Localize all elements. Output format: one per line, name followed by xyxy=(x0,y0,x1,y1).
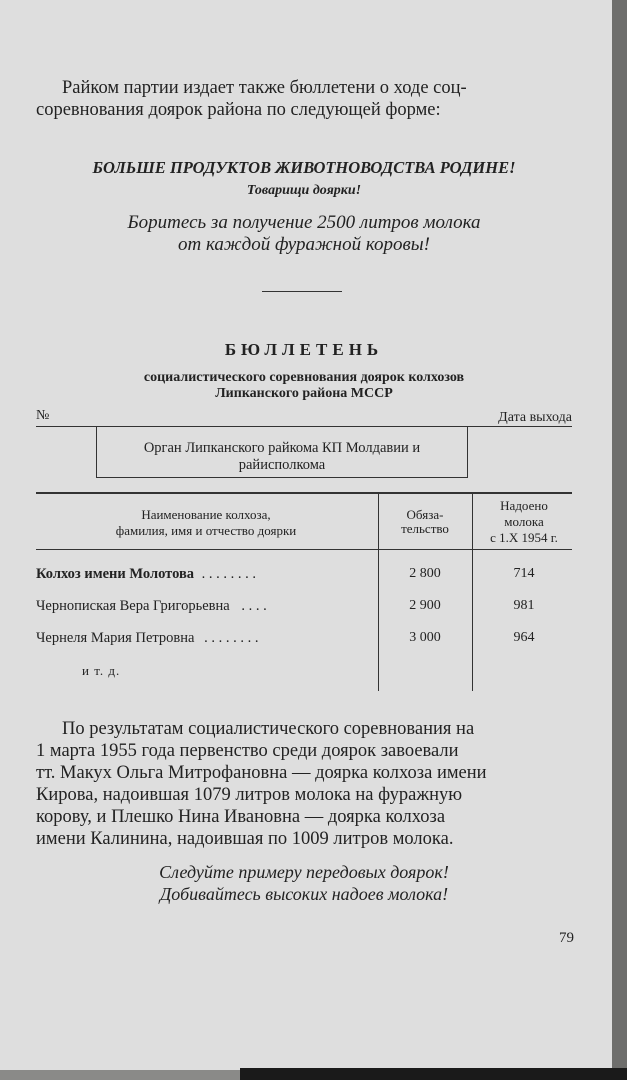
slogan-address: Товарищи доярки! xyxy=(246,183,362,198)
table-row xyxy=(36,566,376,583)
table-etc: и т. д. xyxy=(82,663,121,678)
bulletin-date-label: Дата выхода xyxy=(498,410,572,425)
table-header-rule xyxy=(36,549,572,550)
results-line-6: имени Калинина, надоившая по 1009 литров молока. xyxy=(36,829,454,849)
row-yield: 981 xyxy=(513,598,535,613)
page-bottom-shadow xyxy=(240,1068,627,1080)
header-yield-line-2: молока xyxy=(504,514,544,529)
intro-line-2: соревнования доярок района по следующей форме: xyxy=(36,100,441,120)
organ-line-1: Орган Липканского райкома КП Молдавии и xyxy=(143,440,421,456)
header-name-line-2: фамилия, имя и отчество доярки xyxy=(115,523,297,538)
row-dots: . . . . . . . . xyxy=(201,566,257,582)
header-yield-line-1: Надоено xyxy=(500,498,548,513)
closing-line-2: Добивайтесь высоких надоев молока! xyxy=(159,884,449,904)
table-row xyxy=(36,598,376,615)
slogan-call-line-2: от каждой фуражной коровы! xyxy=(178,234,430,255)
row-dots: . . . . xyxy=(241,598,267,614)
row-name: Чернеля Мария Петровна xyxy=(36,630,195,646)
box-bottom-rule xyxy=(96,477,468,478)
bulletin-subtitle-line-1: социалистического соревнования доярок колхозов xyxy=(143,370,465,385)
row-name: Колхоз имени Молотова xyxy=(36,566,195,582)
row-dots: . . . . . . . . xyxy=(204,630,259,646)
table-col-divider-1 xyxy=(378,493,379,691)
results-line-4: Кирова, надоившая 1079 литров молока на фуражную xyxy=(36,785,463,805)
row-obligation: 3 000 xyxy=(409,630,441,645)
row-yield: 714 xyxy=(513,566,535,581)
results-line-1: По результатам социалистического соревнования на xyxy=(62,719,475,739)
header-name-line-1: Наименование колхоза, xyxy=(141,507,271,522)
table-top-rule xyxy=(36,492,572,494)
bulletin-title: БЮЛЛЕТЕНЬ xyxy=(224,340,384,359)
results-line-2: 1 марта 1955 года первенство среди доярок завоевали xyxy=(36,741,459,761)
box-top-rule xyxy=(36,426,572,427)
organ-line-2: райисполкома xyxy=(238,457,326,473)
row-obligation: 2 800 xyxy=(409,566,441,581)
box-right-rule xyxy=(467,426,468,478)
bulletin-subtitle-line-2: Липканского района МССР xyxy=(215,386,393,401)
row-obligation: 2 900 xyxy=(409,598,441,613)
box-left-rule xyxy=(96,426,97,478)
results-line-3: тт. Макух Ольга Митрофановна — доярка колхоза имени xyxy=(36,763,487,783)
table-row xyxy=(36,630,376,647)
header-yield-line-3: с 1.X 1954 г. xyxy=(490,530,558,545)
row-name: Чернопиская Вера Григорьевна xyxy=(36,598,230,614)
slogan-headline: БОЛЬШЕ ПРОДУКТОВ ЖИВОТНОВОДСТВА РОДИНЕ! xyxy=(92,158,516,177)
slogan-call-line-1: Боритесь за получение 2500 литров молока xyxy=(127,212,481,233)
row-yield: 964 xyxy=(513,630,535,645)
results-line-5: корову, и Плешко Нина Ивановна — доярка колхоза xyxy=(36,807,446,827)
separator-line xyxy=(262,291,342,292)
header-obligation-line-2: тельство xyxy=(401,521,449,536)
page-number: 79 xyxy=(559,930,574,946)
page-edge-shadow xyxy=(612,0,627,1080)
closing-line-1: Следуйте примеру передовых доярок! xyxy=(159,862,449,882)
bulletin-number-label: № xyxy=(36,408,50,423)
table-col-divider-2 xyxy=(472,493,473,691)
header-obligation-line-1: Обяза- xyxy=(406,507,444,522)
intro-line-1: Райком партии издает также бюллетени о ходе соц- xyxy=(62,78,467,98)
